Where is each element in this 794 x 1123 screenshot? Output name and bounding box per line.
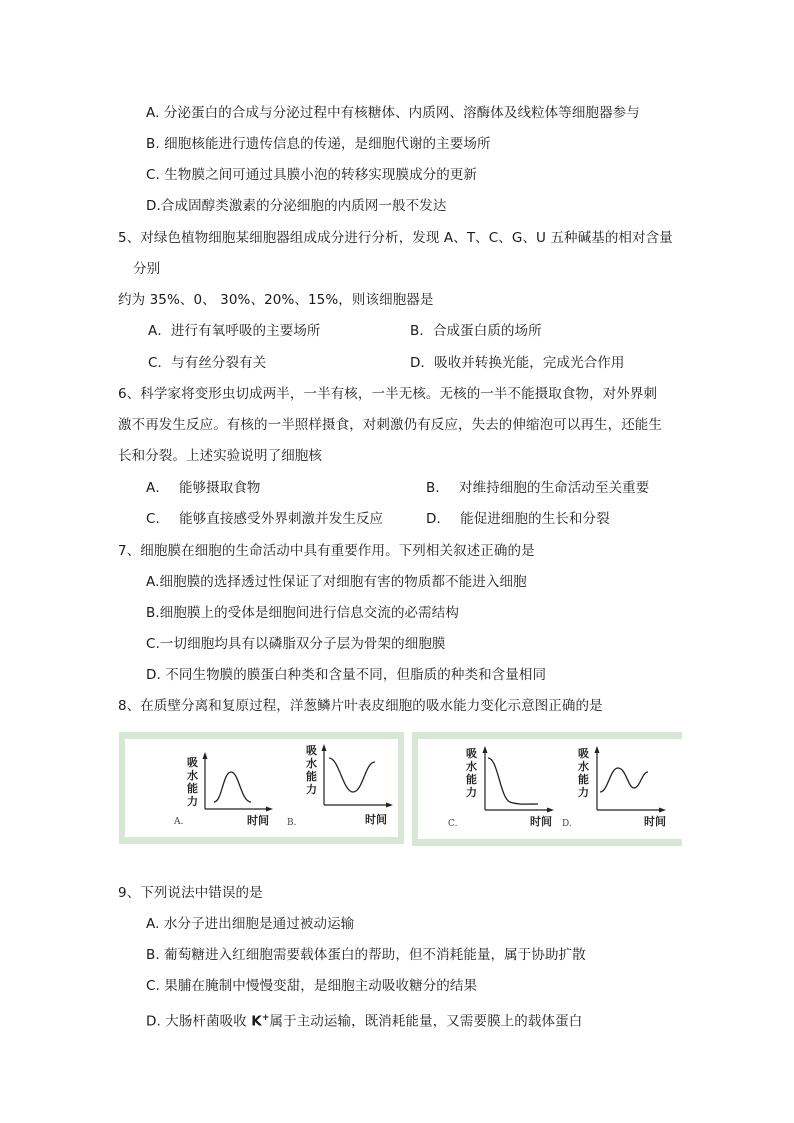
graph-c-ylabel-1: 吸 <box>466 747 477 760</box>
q5-option-a: A．进行有氧呼吸的主要场所 <box>148 323 321 339</box>
q9-option-c: C. 果脯在腌制中慢慢变甜，是细胞主动吸收糖分的结果 <box>146 978 478 994</box>
q6-option-a: A． 能够摄取食物 <box>146 480 261 496</box>
q9-option-a: A. 水分子进出细胞是通过被动运输 <box>146 916 355 932</box>
q9-option-d <box>146 1008 582 1032</box>
q7-option-c: C.一切细胞均具有以磷脂双分子层为骨架的细胞膜 <box>146 636 446 652</box>
q8-stem: 8、在质壁分离和复原过程，洋葱鳞片叶表皮细胞的吸水能力变化示意图正确的是 <box>118 698 603 714</box>
q6-option-b: B． 对维持细胞的生命活动至关重要 <box>426 480 650 496</box>
graph-b-letter: B. <box>287 818 297 828</box>
q8-graphs-ab <box>119 732 404 844</box>
graph-a-xlabel: 时间 <box>247 814 269 827</box>
q4-option-c: C. 生物膜之间可通过具膜小泡的转移实现膜成分的更新 <box>146 167 478 183</box>
graph-b-curve <box>329 758 375 792</box>
q7-option-a: A.细胞膜的选择透过性保证了对细胞有害的物质都不能进入细胞 <box>146 574 527 590</box>
graph-b <box>287 743 393 828</box>
q4-option-a: A. 分泌蛋白的合成与分泌过程中有核糖体、内质网、溶酶体及线粒体等细胞器参与 <box>146 105 640 121</box>
q6-stem-line2: 激不再发生反应。有核的一半照样摄食，对刺激仍有反应，失去的伸缩泡可以再生，还能生 <box>118 417 662 433</box>
q5-option-b: B．合成蛋白质的场所 <box>410 323 542 339</box>
q7-option-b: B.细胞膜上的受体是细胞间进行信息交流的必需结构 <box>146 605 459 621</box>
q6-option-d: D． 能促进细胞的生长和分裂 <box>426 511 610 527</box>
graph-a-ylabel-4: 力 <box>187 795 198 808</box>
q4-option-d: D.合成固醇类激素的分泌细胞的内质网一般不发达 <box>146 198 447 214</box>
q8-figure-panel-left <box>119 732 404 844</box>
graph-a <box>173 752 273 827</box>
q9-stem: 9、下列说法中错误的是 <box>118 885 263 901</box>
graph-c-letter: C. <box>448 819 458 829</box>
graph-a-ylabel-2: 水 <box>187 769 198 782</box>
graph-d-xlabel: 时间 <box>644 815 666 828</box>
q8-figure-panel-right <box>412 732 682 846</box>
q5-stem-line1: 5、对绿色植物细胞某细胞器组成成分进行分析，发现 A、T、C、G、U 五种碱基的相对含量 <box>118 230 673 246</box>
graph-d <box>562 746 666 829</box>
graph-d-ylabel-2: 水 <box>578 760 589 773</box>
graph-b-ylabel-2: 水 <box>306 757 317 770</box>
q9-option-d-post: 属于主动运输，既消耗能量，又需要膜上的载体蛋白 <box>269 1013 583 1030</box>
graph-d-letter: D. <box>562 819 572 829</box>
q5-stem-line2: 分别 <box>133 261 161 277</box>
graph-b-ylabel-3: 能 <box>306 770 317 783</box>
graph-a-ylabel-1: 吸 <box>187 756 198 769</box>
q6-stem-line1: 6、科学家将变形虫切成两半，一半有核，一半无核。无核的一半不能摄取食物，对外界刺 <box>118 386 658 402</box>
graph-d-ylabel-3: 能 <box>578 773 589 786</box>
q4-option-b: B. 细胞核能进行遗传信息的传递，是细胞代谢的主要场所 <box>146 136 491 152</box>
graph-a-curve <box>214 772 251 802</box>
graph-c <box>448 746 554 829</box>
q9-option-d-sup: + <box>261 1013 270 1023</box>
graph-c-curve <box>488 758 538 804</box>
q9-option-d-pre: D. 大肠杆菌吸收 <box>146 1013 252 1030</box>
q6-stem-line3: 长和分裂。上述实验说明了细胞核 <box>118 448 322 464</box>
q5-stem-line3: 约为 35%、0、 30%、20%、15%，则该细胞器是 <box>118 292 434 308</box>
q5-option-d: D．吸收并转换光能，完成光合作用 <box>410 355 625 371</box>
graph-c-xlabel: 时间 <box>530 815 552 828</box>
graph-c-ylabel-2: 水 <box>466 760 477 773</box>
graph-a-letter: A. <box>174 817 184 827</box>
graph-a-ylabel-3: 能 <box>187 782 198 795</box>
graph-d-ylabel-4: 力 <box>578 786 589 799</box>
graph-b-ylabel-1: 吸 <box>306 744 317 757</box>
graph-c-ylabel-4: 力 <box>466 786 477 799</box>
q6-option-c: C． 能够直接感受外界刺激并发生反应 <box>146 511 384 527</box>
graph-d-curve <box>600 768 648 792</box>
q8-graphs-cd <box>412 732 682 846</box>
q9-option-b: B. 葡萄糖进入红细胞需要载体蛋白的帮助，但不消耗能量，属于协助扩散 <box>146 947 586 963</box>
q7-option-d: D. 不同生物膜的膜蛋白种类和含量不同，但脂质的种类和含量相同 <box>146 667 547 683</box>
graph-b-xlabel: 时间 <box>365 813 387 826</box>
q7-stem: 7、细胞膜在细胞的生命活动中具有重要作用。下列相关叙述正确的是 <box>118 543 535 559</box>
q9-option-d-ion: K <box>251 1013 262 1030</box>
q5-option-c: C．与有丝分裂有关 <box>148 355 267 371</box>
graph-d-ylabel-1: 吸 <box>578 747 589 760</box>
graph-b-ylabel-4: 力 <box>306 783 317 796</box>
graph-c-ylabel-3: 能 <box>466 773 477 786</box>
